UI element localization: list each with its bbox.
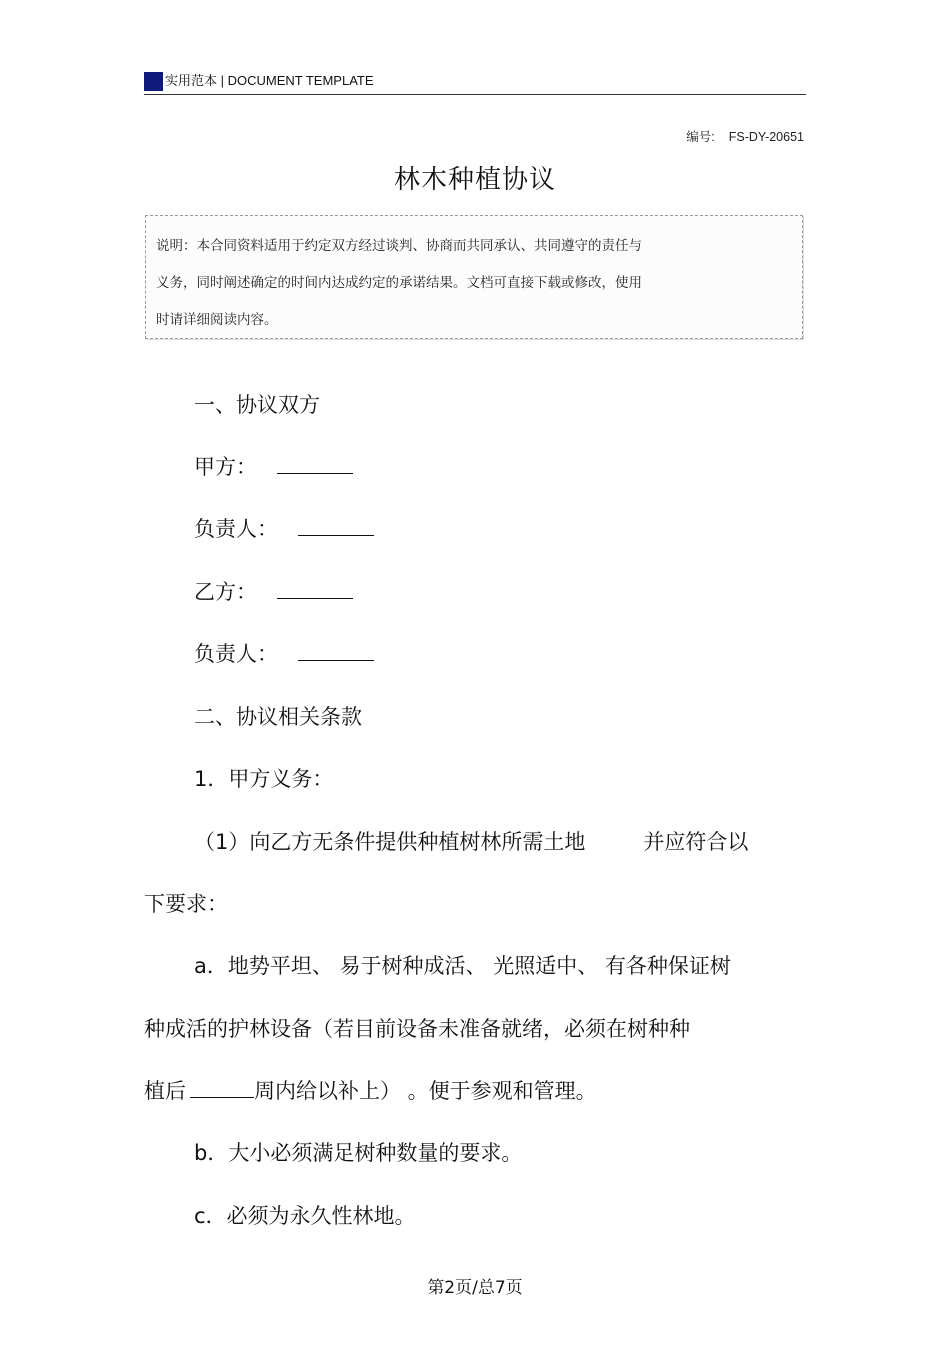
item-1-line <box>194 828 748 856</box>
item-1-text: （1）向乙方无条件提供种植树林所需土地 <box>194 830 586 854</box>
section-heading-terms: 二、协议相关条款 <box>194 705 362 729</box>
party-a-rep-line <box>194 515 374 543</box>
item-a-line <box>144 1077 597 1105</box>
item-b-line: b．大小必须满足树种数量的要求。 <box>194 1141 523 1165</box>
item-a-line: 种成活的护林设备（若目前设备未准备就绪，必须在树种种 <box>144 1017 690 1041</box>
party-a-rep-label: 负责人： <box>194 517 278 541</box>
party-b-line <box>194 578 353 606</box>
description-line: 说明：本合同资料适用于约定双方经过谈判、协商而共同承认、共同遵守的责任与 <box>156 238 642 254</box>
party-b-rep-label: 负责人： <box>194 642 278 666</box>
party-a-rep-blank[interactable] <box>298 517 374 536</box>
description-line: 时请详细阅读内容。 <box>156 312 278 328</box>
party-b-rep-line <box>194 640 374 668</box>
document-header <box>144 70 806 95</box>
party-a-label: 甲方： <box>194 455 257 479</box>
party-b-rep-blank[interactable] <box>298 642 374 661</box>
item-a-text: 植后 <box>144 1079 186 1103</box>
party-b-blank[interactable] <box>277 580 353 599</box>
party-a-line <box>194 453 353 481</box>
party-a-blank[interactable] <box>277 455 353 474</box>
item-a-text: 周内给以补上） 。便于参观和管理。 <box>254 1079 597 1103</box>
document-number-label: 编号: <box>686 130 715 144</box>
item-1-text-tail: 并应符合以 <box>643 830 749 854</box>
document-number <box>686 127 804 145</box>
description-box <box>145 215 803 339</box>
clause-party-a-obligations: 1．甲方义务： <box>194 767 334 791</box>
template-logo-icon <box>144 72 163 91</box>
description-line: 义务，同时阐述确定的时间内达成约定的承诺结果。文档可直接下载或修改，使用 <box>156 275 642 291</box>
page-indicator: 第2页/总7页 <box>427 1278 523 1298</box>
item-a-line: a．地势平坦、 易于树种成活、 光照适中、 有各种保证树 <box>194 954 731 978</box>
document-number-value: FS-DY-20651 <box>728 130 804 144</box>
party-b-label: 乙方： <box>194 580 257 604</box>
header-label: 实用范本 | DOCUMENT TEMPLATE <box>165 73 374 88</box>
section-heading-parties: 一、协议双方 <box>194 393 320 417</box>
item-c-line: c．必须为永久性林地。 <box>194 1204 416 1228</box>
document-title: 林木种植协议 <box>393 165 556 195</box>
item-1-continuation: 下要求： <box>144 892 228 916</box>
weeks-blank[interactable] <box>190 1079 254 1098</box>
description-text <box>156 228 746 339</box>
